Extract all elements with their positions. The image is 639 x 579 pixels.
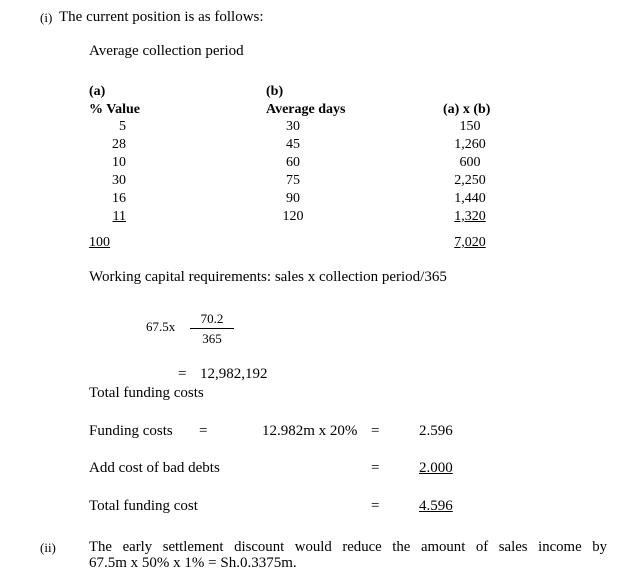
col-c-cell: 600 <box>459 155 481 170</box>
col-b-cell: 45 <box>286 137 300 152</box>
col-b-cell: 60 <box>286 155 300 170</box>
col-a-cell: 30 <box>112 173 126 188</box>
col-c-values <box>440 118 500 226</box>
funding-row2-value: 2.000 <box>419 460 453 476</box>
col-c-cell: 150 <box>459 119 481 134</box>
wc-equals: = <box>178 366 187 382</box>
col-a-cell: 16 <box>112 191 126 206</box>
section-ii-line1: The early settlement discount would reduce the amount of sales income by <box>89 539 607 555</box>
fraction-bar <box>190 328 234 329</box>
col-a-label: (a) <box>89 84 106 99</box>
wc-numerator: 70.2 <box>200 311 224 326</box>
col-c-cell: 1,260 <box>454 137 486 152</box>
section-i-marker: (i) <box>40 10 53 25</box>
col-a-cell: 11 <box>112 209 126 224</box>
funding-row1-eq2: = <box>371 423 380 439</box>
wc-denominator: 365 <box>202 331 222 346</box>
funding-row1-eq1: = <box>199 423 208 439</box>
funding-row1-value: 2.596 <box>419 423 453 439</box>
section-ii-marker: (ii) <box>40 540 56 555</box>
col-a-values <box>96 118 126 226</box>
col-b-cell: 90 <box>286 191 300 206</box>
wc-result: 12,982,192 <box>200 366 268 382</box>
col-c-cell: 1,440 <box>454 191 486 206</box>
funding-row1-calc: 12.982m x 20% <box>262 423 358 439</box>
subheading: Average collection period <box>89 43 244 59</box>
funding-row3-value: 4.596 <box>419 498 453 514</box>
funding-row2-label: Add cost of bad debts <box>89 460 220 476</box>
working-capital-text: Working capital requirements: sales x collection period/365 <box>89 269 447 285</box>
col-b-cell: 30 <box>286 119 300 134</box>
col-b-values <box>266 118 320 226</box>
col-c-cell: 1,320 <box>454 209 486 224</box>
col-b-cell: 120 <box>282 209 304 224</box>
funding-heading: Total funding costs <box>89 385 204 401</box>
col-a-cell: 28 <box>112 137 126 152</box>
col-a-cell: 10 <box>112 155 126 170</box>
section-ii-line2: 67.5m x 50% x 1% = Sh.0.3375m. <box>89 555 297 571</box>
col-a-header: % Value <box>89 102 140 117</box>
col-b-header: Average days <box>266 102 346 117</box>
wc-multiplier: 67.5x <box>146 319 176 334</box>
col-a-cell: 5 <box>119 119 126 134</box>
funding-row3-label: Total funding cost <box>89 498 198 514</box>
total-a: 100 <box>89 235 110 250</box>
col-c-cell: 2,250 <box>454 173 486 188</box>
funding-row2-eq: = <box>371 460 380 476</box>
col-c-header: (a) x (b) <box>443 102 491 117</box>
total-c: 7,020 <box>454 235 486 250</box>
col-b-label: (b) <box>266 84 284 99</box>
col-b-cell: 75 <box>286 173 300 188</box>
funding-row1-label: Funding costs <box>89 423 173 439</box>
funding-row3-eq: = <box>371 498 380 514</box>
intro-text: The current position is as follows: <box>59 9 264 25</box>
